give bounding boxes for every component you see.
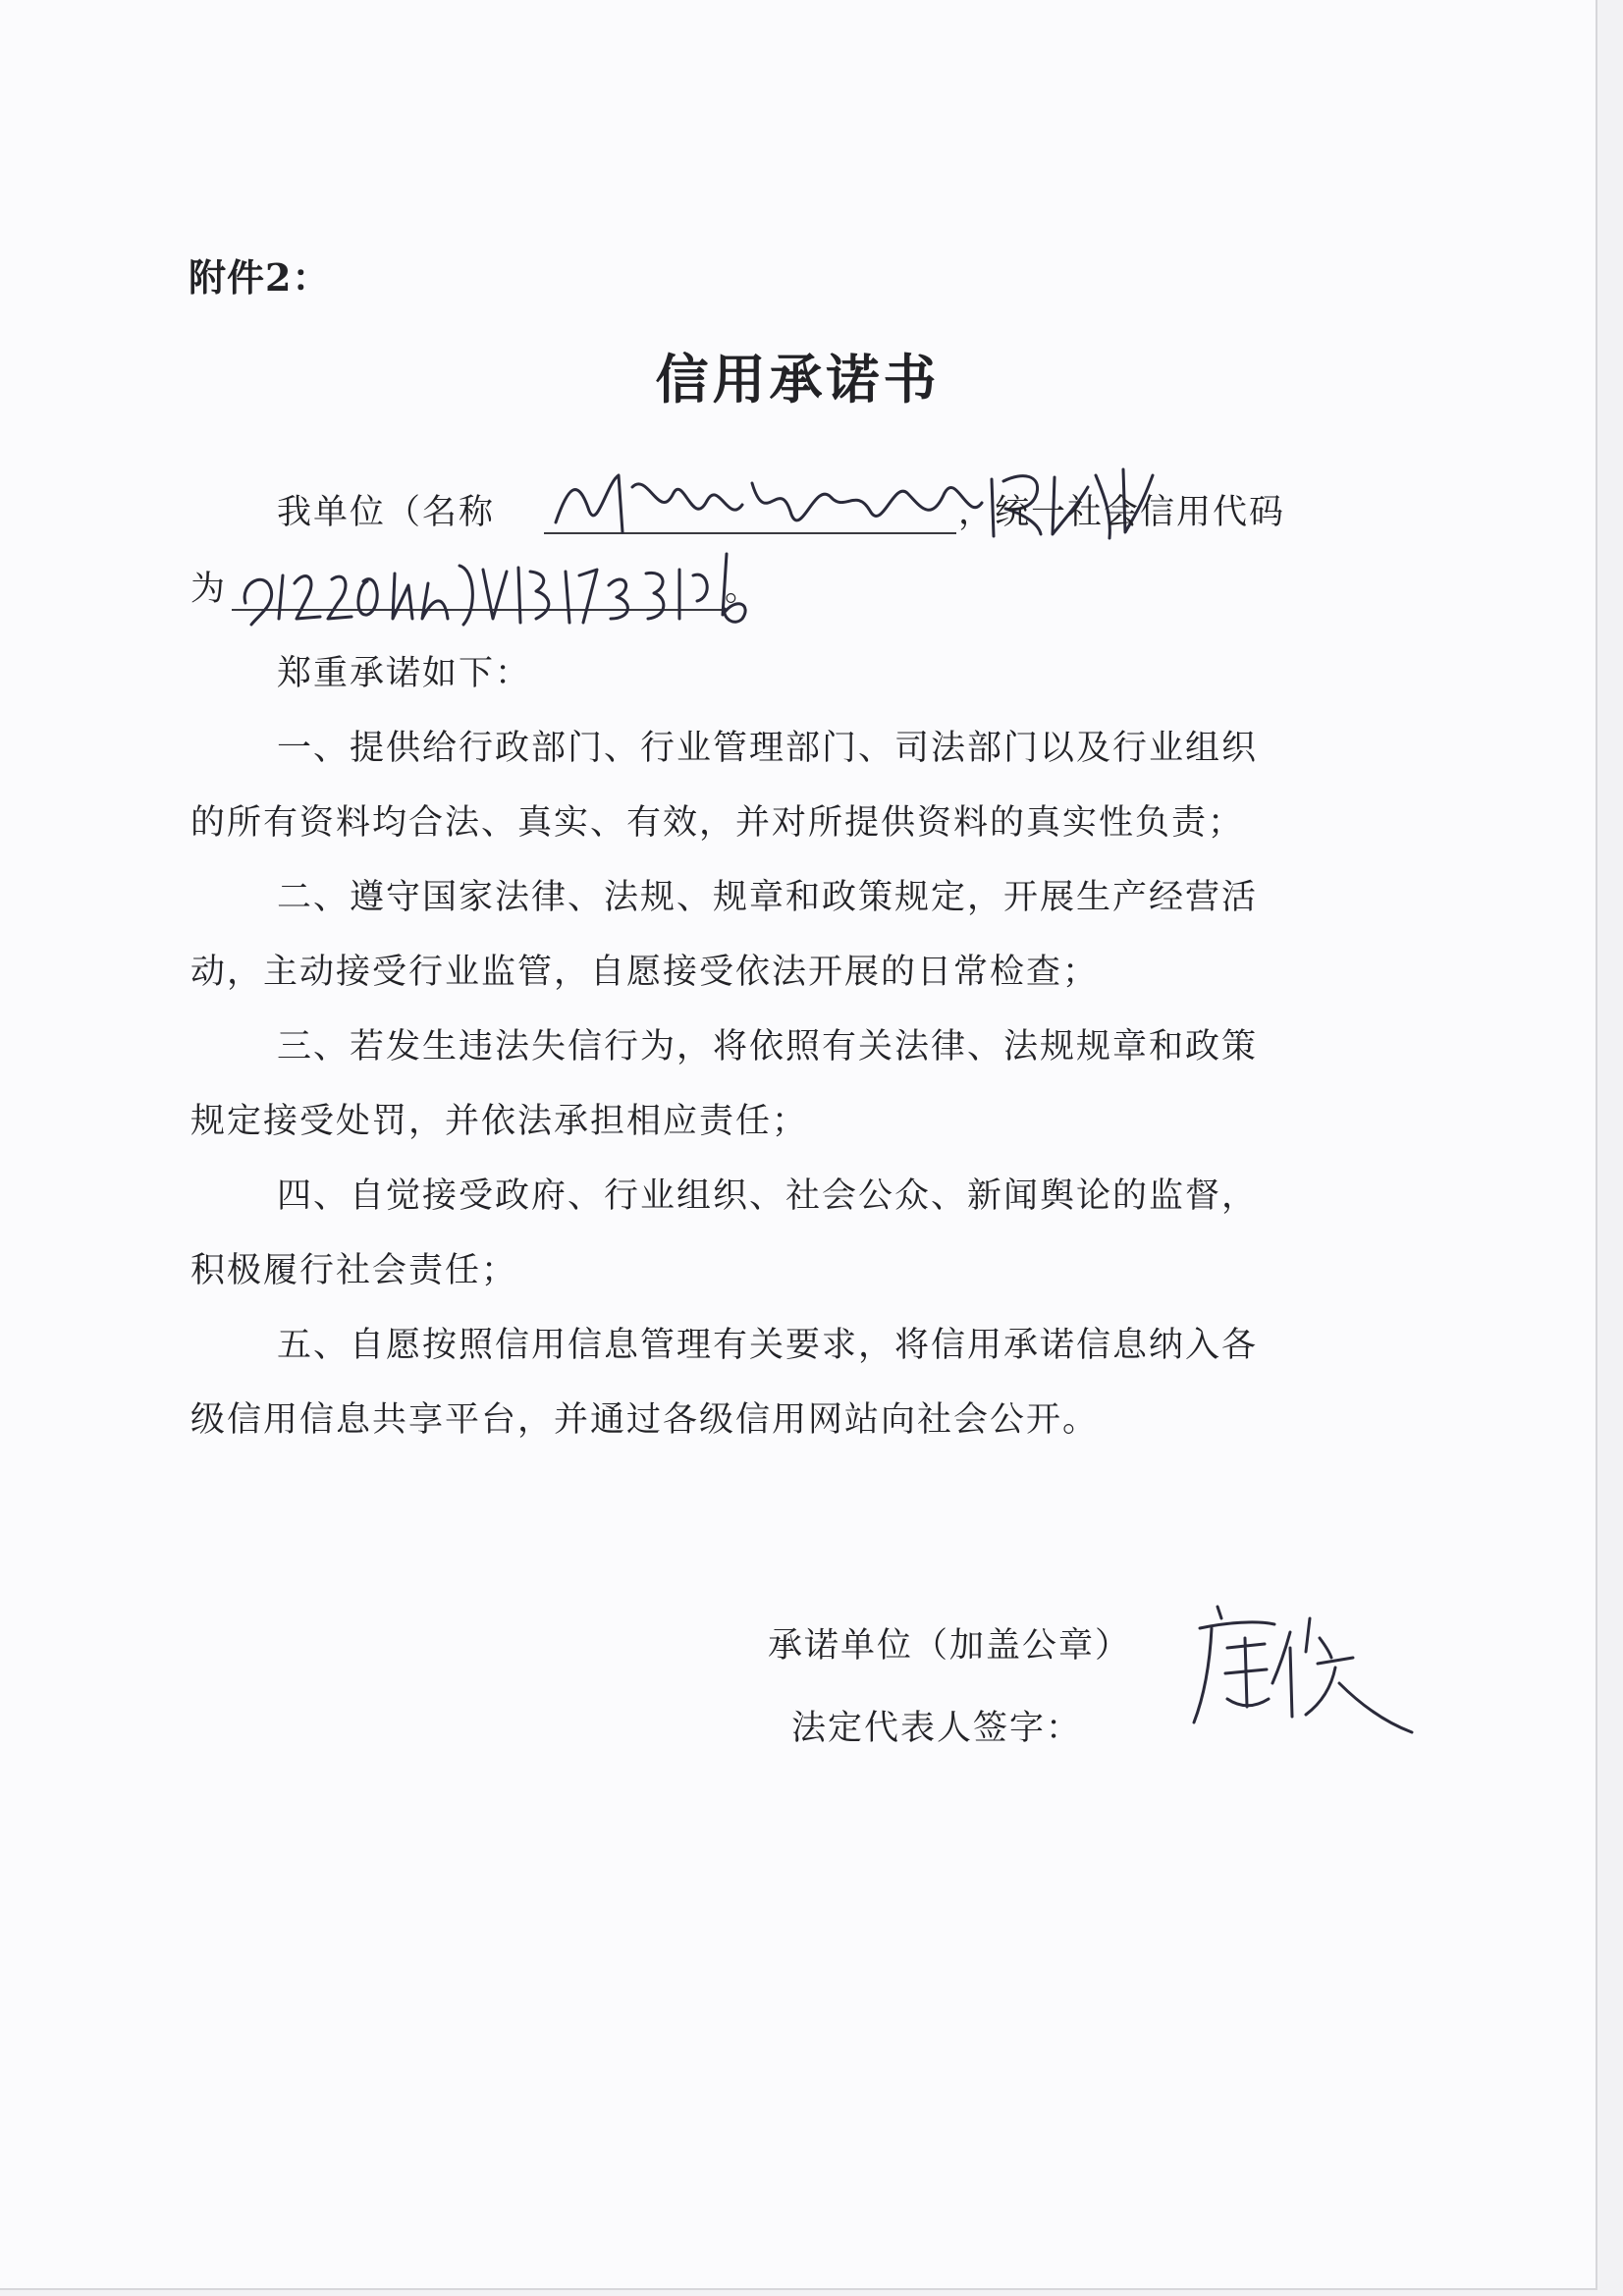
intro-line-2-suffix: 。 (725, 570, 762, 609)
item-1-line-2: 的所有资料均合法、真实、有效，并对所提供资料的真实性负责； (190, 803, 1245, 843)
item-4-line-2: 积极履行社会责任； (190, 1251, 518, 1290)
signature-rep-label: 法定代表人签字： (791, 1709, 1083, 1748)
handwritten-signature (1188, 1589, 1414, 1746)
intro-line-1-suffix: ，统一社会信用代码 (958, 493, 1286, 532)
item-2-line-2: 动，主动接受行业监管，自愿接受依法开展的日常检查； (190, 953, 1100, 992)
item-4-line-1: 四、自觉接受政府、行业组织、社会公众、新闻舆论的监督， (277, 1176, 1259, 1216)
attachment-label: 附件2： (189, 255, 331, 300)
item-1-line-1: 一、提供给行政部门、行业管理部门、司法部门以及行业组织 (277, 729, 1259, 768)
intro-line-1-prefix: 我单位（名称 (277, 493, 496, 532)
intro-line-3: 郑重承诺如下： (277, 654, 532, 693)
item-2-line-1: 二、遵守国家法律、法规、规章和政策规定，开展生产经营活 (277, 878, 1259, 917)
intro-line-2-prefix: 为 (190, 570, 228, 609)
signature-unit-label: 承诺单位（加盖公章） (768, 1626, 1132, 1666)
item-3-line-1: 三、若发生违法失信行为，将依照有关法律、法规规章和政策 (277, 1027, 1259, 1066)
item-3-line-2: 规定接受处罚，并依法承担相应责任； (190, 1102, 809, 1141)
item-5-line-2: 级信用信息共享平台，并通过各级信用网站向社会公开。 (190, 1400, 1100, 1440)
item-5-line-1: 五、自愿按照信用信息管理有关要求，将信用承诺信息纳入各 (277, 1326, 1259, 1365)
document-title: 信用承诺书 (655, 348, 941, 410)
